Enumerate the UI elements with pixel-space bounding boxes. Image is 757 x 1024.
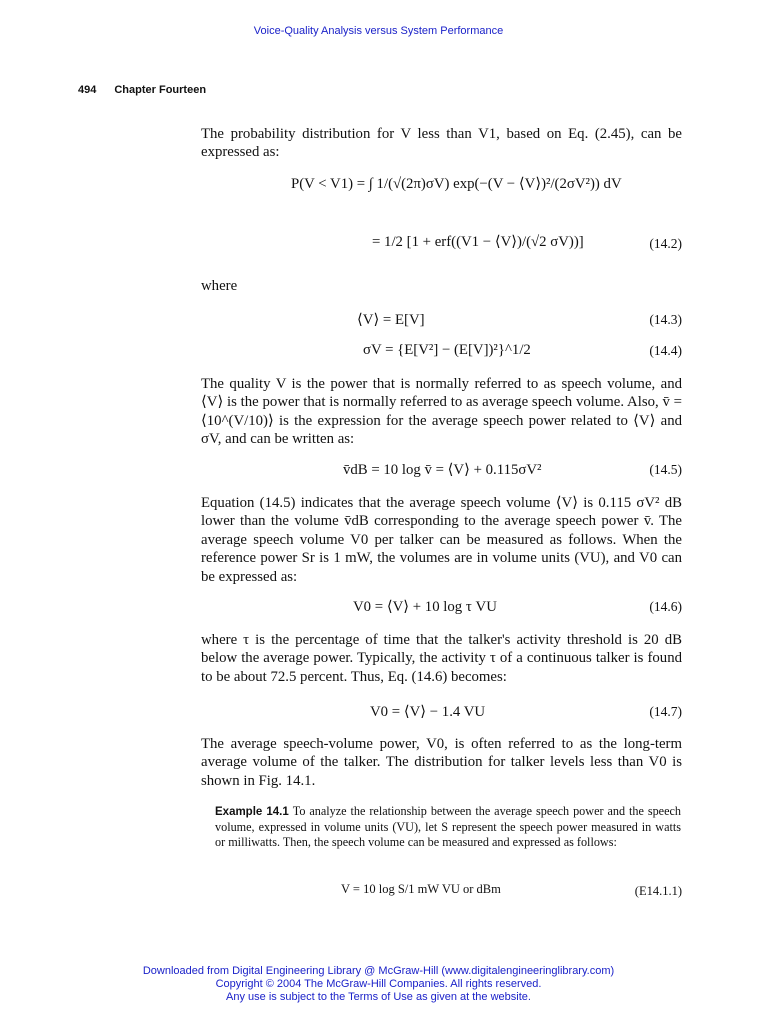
footer-copyright: Copyright © 2004 The McGraw-Hill Companies. All rights reserved.: [215, 978, 542, 990]
equation-number-14-7: (14.7): [649, 704, 682, 719]
page-number: 494: [78, 84, 97, 96]
example-text: To analyze the relationship between the average speech power and the speech volume, expressed in volume units (VU), let S represent the speech power measured in watts or milliwatts. Then, the speech volume can be measured and expressed as follows:: [215, 804, 681, 849]
equation-14-3: ⟨V⟩ = E[V]: [357, 312, 425, 328]
example-14-1: [215, 804, 681, 850]
equation-number-E14-1-1: (E14.1.1): [634, 884, 682, 898]
equation-E14-1-1: V = 10 log S/1 mW VU or dBm: [341, 882, 501, 896]
equation-14-2-line-1: P(V < V1) = ∫ 1/(√(2π)σV) exp(−(V − ⟨V⟩)²/(2σV²)) dV: [291, 176, 622, 192]
running-header: Voice-Quality Analysis versus System Performance: [253, 25, 504, 37]
where-label: where: [201, 278, 238, 294]
equation-number-14-2: (14.2): [649, 236, 682, 251]
footer-terms: Any use is subject to the Terms of Use as given at the website.: [226, 991, 531, 1003]
paragraph-1: The probability distribution for V less than V1, based on Eq. (2.45), can be expressed as:: [201, 126, 682, 161]
footer-download-link[interactable]: Downloaded from Digital Engineering Library @ McGraw-Hill (www.digitalengineeringlibrary.com): [142, 965, 615, 977]
paragraph-2: The quality V is the power that is normally referred to as speech volume, and ⟨V⟩ is the power that is normally referred to as average speech volume. Also, v̄ = ⟨10^(V/10)⟩ is the expression for the average speech power related to ⟨V⟩ and σV, and can be written as:: [201, 376, 682, 448]
equation-number-14-5: (14.5): [649, 462, 682, 477]
page-heading: [78, 84, 206, 96]
footer: [0, 965, 757, 1004]
equation-number-14-6: (14.6): [649, 599, 682, 614]
equation-14-6: V0 = ⟨V⟩ + 10 log τ VU: [353, 599, 497, 615]
chapter-title: Chapter Fourteen: [114, 84, 207, 96]
equation-number-14-4: (14.4): [649, 343, 682, 358]
equation-14-2-line-2: = 1/2 [1 + erf((V1 − ⟨V⟩)/(√2 σV))]: [372, 234, 584, 250]
equation-14-7: V0 = ⟨V⟩ − 1.4 VU: [370, 704, 486, 720]
equation-14-4: σV = {E[V²] − (E[V])²}^1/2: [363, 342, 531, 358]
equation-number-14-3: (14.3): [649, 312, 682, 327]
example-label: Example 14.1: [215, 806, 289, 818]
equation-14-5: v̄dB = 10 log v̄ = ⟨V⟩ + 0.115σV²: [343, 462, 542, 478]
paragraph-4: where τ is the percentage of time that the talker's activity threshold is 20 dB below the average power. Typically, the activity τ of a continuous talker is found to be about 72.5 percent. Thus, Eq. (14.6) becomes:: [201, 632, 682, 685]
paragraph-3: Equation (14.5) indicates that the average speech volume ⟨V⟩ is 0.115 σV² dB lower than the volume v̄dB corresponding to the average speech power v̄. The average speech volume V0 per talker can be measured as follows. When the reference power Sr is 1 mW, the volumes are in volume units (VU), and V0 can be expressed as:: [201, 495, 682, 585]
paragraph-5: The average speech-volume power, V0, is often referred to as the long-term average volume of the talker. The distribution for talker levels less than V0 is shown in Fig. 14.1.: [201, 736, 682, 789]
